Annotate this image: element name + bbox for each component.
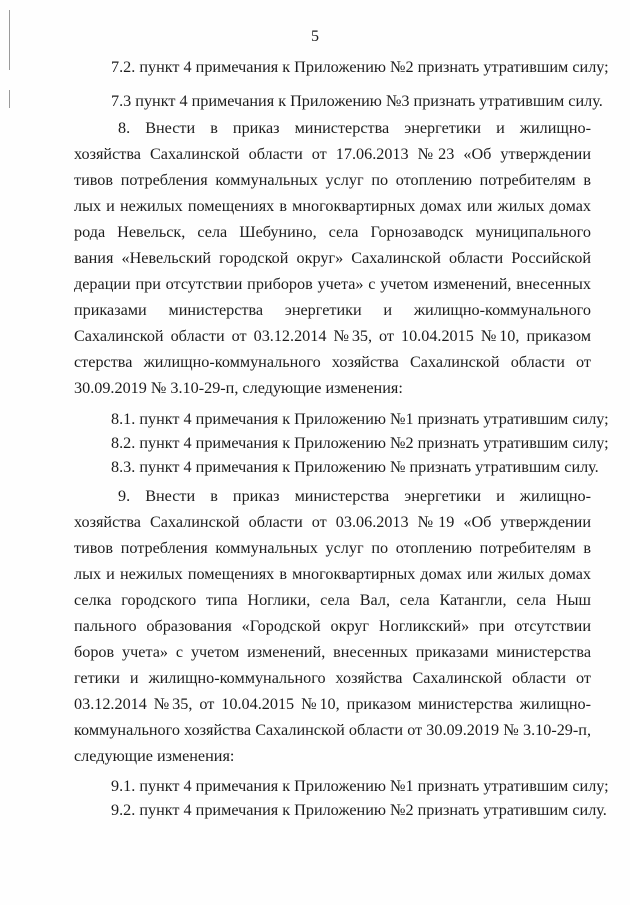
paragraph-8-line: стерства жилищно-коммунального хозяйства Сахалинской области от: [74, 353, 591, 371]
paragraph-8-line: Сахалинской области от 03.12.2014 №35, от 10.04.2015 №10, приказом: [74, 327, 591, 345]
paragraph-9-line: селка городского типа Ноглики, села Вал, села Катангли, села Ныш: [74, 591, 591, 609]
item-9-2: 9.2. пункт 4 примечания к Приложению №2 признать утратившим силу.: [111, 801, 607, 819]
paragraph-8-line: 30.09.2019 № 3.10-29-п, следующие изменения:: [74, 379, 403, 397]
item-8-2: 8.2. пункт 4 примечания к Приложению №2 признать утратившим силу;: [111, 434, 609, 452]
paragraph-9-line: 9. Внести в приказ министерства энергетики и жилищно-: [118, 487, 591, 505]
item-7-2: 7.2. пункт 4 примечания к Приложению №2 признать утратившим силу;: [111, 58, 609, 76]
paragraph-8-line: приказами министерства энергетики и жилищно-коммунального: [74, 301, 591, 319]
item-8-1: 8.1. пункт 4 примечания к Приложению №1 признать утратившим силу;: [111, 410, 609, 428]
paragraph-9-line: боров учета» с учетом изменений, внесенных приказами министерства: [74, 643, 591, 661]
paragraph-9-line: тивов потребления коммунальных услуг по отоплению потребителям в: [74, 539, 591, 557]
paragraph-9-line: лых и нежилых помещениях в многоквартирных домах или жилых домах: [74, 565, 591, 583]
paragraph-9-line: 03.12.2014 №35, от 10.04.2015 №10, приказом министерства жилищно-: [74, 695, 591, 713]
paragraph-9-line: гетики и жилищно-коммунального хозяйства Сахалинской области от: [74, 669, 591, 687]
paragraph-8-line: дерации при отсутствии приборов учета» с учетом изменений, внесенных: [74, 275, 591, 293]
paragraph-8-line: тивов потребления коммунальных услуг по отоплению потребителям в: [74, 171, 591, 189]
item-9-1: 9.1. пункт 4 примечания к Приложению №1 признать утратившим силу;: [111, 777, 609, 795]
paragraph-8-line: хозяйства Сахалинской области от 17.06.2013 №23 «Об утверждении: [74, 145, 591, 163]
scan-edge-mark: [9, 90, 10, 108]
paragraph-8-line: 8. Внести в приказ министерства энергетики и жилищно-: [118, 119, 591, 137]
paragraph-8-line: рода Невельск, села Шебунино, села Горнозаводск муниципального: [74, 223, 591, 241]
paragraph-8-line: вания «Невельский городской округ» Сахалинской области Российской: [74, 249, 591, 267]
item-7-3: 7.3 пункт 4 примечания к Приложению №3 признать утратившим силу.: [111, 92, 603, 110]
paragraph-9-line: пального образования «Городской округ Ногликский» при отсутствии: [74, 617, 591, 635]
paragraph-9-line: коммунального хозяйства Сахалинской области от 30.09.2019 № 3.10-29-п,: [74, 721, 591, 739]
paragraph-9-line: хозяйства Сахалинской области от 03.06.2013 №19 «Об утверждении: [74, 513, 591, 531]
page-number: 5: [311, 28, 319, 45]
item-8-3: 8.3. пункт 4 примечания к Приложению № признать утратившим силу.: [111, 458, 599, 476]
paragraph-8-line: лых и нежилых помещениях в многоквартирных домах или жилых домах: [74, 197, 591, 215]
paragraph-9-line: следующие изменения:: [74, 747, 235, 765]
